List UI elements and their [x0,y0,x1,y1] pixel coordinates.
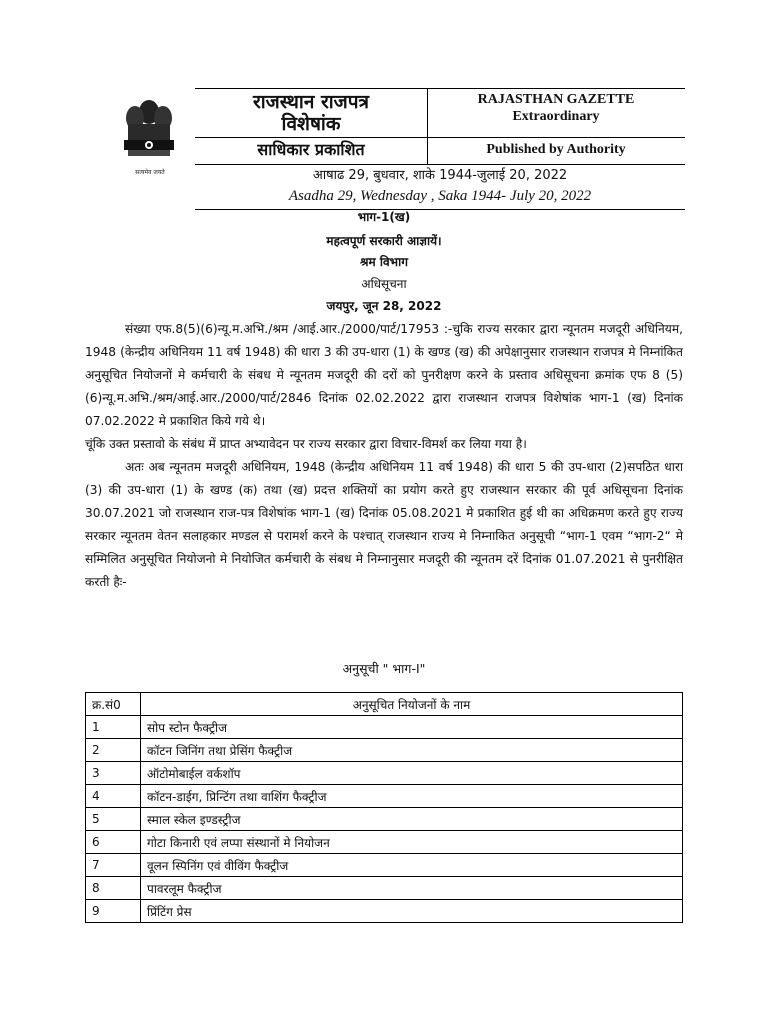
body-paragraph-1: संख्या एफ.8(5)(6)न्यू.म.अभि./श्रम /आई.आर./2000/पार्ट/17953 :-चुकि राज्य सरकार द्वारा न्यूनतम मजदूरी अधिनियम, 1948 (केन्द्रीय अधिनियम 11 वर्ष 1948) की धारा 3 की उप-धारा (1) के खण्ड (ख) की अपेक्षानुसार राजस्थान राजपत्र मे निम्नांकित अनुसूचित नियोजनों मे कर्मचारी के संबध मे न्यूनतम मजदूरी की दरों को पुनरीक्षण करने के प्रस्ताव अधिसूचना क्रमांक एफ 8 (5)(6)न्यू.म.अभि./श्रम/आई.आर./2000/पार्ट/2846 दिनांक 02.02.2022 द्वारा राजस्थान राजपत्र विशेषांक भाग-1 (ख) दिनांक 07.02.2022 मे प्रकाशित किये गये थे। [85,322,683,428]
orders-heading: महत्वपूर्ण सरकारी आज्ञायें। [326,234,442,248]
row-serial: 3 [86,762,141,785]
english-title-line2: Extraordinary [512,109,600,124]
english-authority: Published by Authority [486,142,626,157]
row-name: गोटा किनारी एवं लप्पा संस्थानों मे नियोजन [141,831,683,854]
hindi-title [195,91,427,135]
body-paragraph-3: अतः अब न्यूनतम मजदूरी अधिनियम, 1948 (केन्द्रीय अधिनियम 11 वर्ष 1948) की धारा 5 की उप-धारा (2)सपठित धारा (3) की उप-धारा (1) के खण्ड (क) तथा (ख) प्रदत्त शक्तियों का प्रयोग करते हुए राजस्थान सरकार की पूर्व अधिसूचना दिनांक 30.07.2021 जो राजस्थान राज-पत्र विशेषांक भाग-1 (ख) दिनांक 05.08.2021 मे प्रकाशित हुई थी का अधिक्रमण करते हुए राज्य सरकार न्यूनतम वेतन सलाहकार मण्डल से परामर्श करने के पश्चात् राजस्थान राज्य मे निम्नाकित अनुसूची “भाग-1 एवम “भाग-2“ मे सम्मिलित अनुसूचित नियोजनो मे नियोजित कर्मचारी के संबध मे निम्नानुसार मजदूरी की न्यूनतम दरें दिनांक 01.07.2021 से पुनरीक्षित करती हैः- [85,460,683,589]
row-name: वूलन स्पिनिंग एवं वीविंग फैक्ट्रीज [141,854,683,877]
row-name: सोप स्टोन फैक्ट्रीज [141,716,683,739]
table-row [86,831,683,854]
table-row [86,900,683,923]
part-heading: भाग-1(ख) [357,210,411,224]
row-name: स्माल स्केल इण्डस्ट्रीज [141,808,683,831]
english-title [427,91,685,125]
schedule-title: अनुसूची " भाग-I" [342,661,426,676]
row-serial: 5 [86,808,141,831]
header-serial: क्र.सं0 [86,693,141,716]
hindi-title-line1: राजस्थान राजपत्र [252,91,370,113]
masthead-divider [195,164,685,165]
table-row [86,877,683,900]
english-title-line1: RAJASTHAN GAZETTE [477,92,635,107]
hindi-title-line2: विशेषांक [281,113,341,135]
date-hindi: आषाढ 29, बुधवार, शाके 1944-जुलाई 20, 2022 [312,168,568,183]
row-serial: 9 [86,900,141,923]
notification-body [85,318,683,594]
hindi-authority: साधिकार प्रकाशित [257,140,365,159]
table-row [86,739,683,762]
row-name: प्रिंटिंग प्रेस [141,900,683,923]
row-serial: 8 [86,877,141,900]
table-row [86,762,683,785]
date-english: Asadha 29, Wednesday , Saka 1944- July 20, 2022 [288,188,592,204]
table-row [86,785,683,808]
row-serial: 7 [86,854,141,877]
schedule-table [85,692,683,923]
row-serial: 6 [86,831,141,854]
body-paragraph-2: चूंकि उक्त प्रस्तावो के संबंध में प्राप्त अभ्यावेदन पर राज्य सरकार द्वारा विचार-विमर्श कर लिया गया है। [85,437,527,451]
row-name: कॉटन-डाईग, प्रिन्टिंग तथा वाशिंग फैक्ट्रीज [141,785,683,808]
row-name: पावरलूम फैक्ट्रीज [141,877,683,900]
table-row [86,808,683,831]
masthead-divider [195,137,685,138]
emblem-motto: सत्यमेव जयते [135,169,165,176]
row-serial: 4 [86,785,141,808]
row-name: कॉटन जिनिंग तथा प्रेसिंग फैक्ट्रीज [141,739,683,762]
row-serial: 2 [86,739,141,762]
place-date: जयपुर, जून 28, 2022 [326,299,442,313]
row-serial: 1 [86,716,141,739]
masthead-grid [195,89,685,164]
table-row [86,716,683,739]
row-name: ऑटोमोबाईल वर्कशॉप [141,762,683,785]
header-employment-name: अनुसूचित नियोजनों के नाम [141,693,683,716]
gazette-masthead [195,88,685,210]
table-row [86,854,683,877]
notification-heading: अधिसूचना [361,277,407,291]
department-heading: श्रम विभाग [360,255,408,269]
table-header-row [86,693,683,716]
